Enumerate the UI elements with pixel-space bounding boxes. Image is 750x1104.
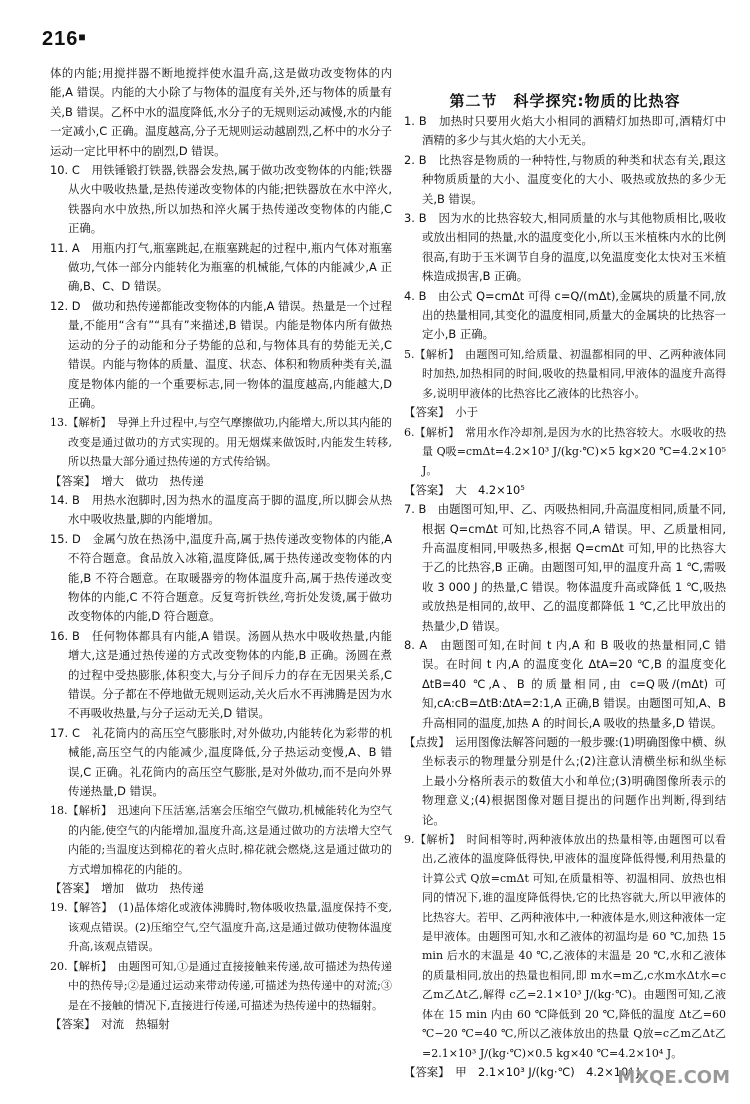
question-item: 17. C 礼花筒内的高压空气膨胀时,对外做功,内能转化为彩带的机械能,高压空气的内能减少,温度降低,分子热运动变慢,A、B 错误,C 正确。礼花筒内的高压空气膨胀,是对外做功,而不是向外界传递热量,D 错误。 xyxy=(50,725,392,799)
answer-line: 【答案】 增加 做功 热传递 xyxy=(50,881,204,896)
question-item: 14. B 用热水泡脚时,因为热水的温度高于脚的温度,所以脚会从热水中吸收热量,脚的内能增加。 xyxy=(50,492,392,527)
answer-line: 【答案】 增大 做功 热传递 xyxy=(50,473,204,488)
question-item: 15. D 金属勺放在热汤中,温度升高,属于热传递改变物体的内能,A 不符合题意。食品放入冰箱,温度降低,属于热传递改变物体的内能,B 不符合题意。在取暖器旁的物体温度升高,属于热传递改变物体的内能,C 不符合题意。反复弯折铁丝,弯折处发烫,属于做功改变物体的内能,D 符合题意。 xyxy=(50,531,392,624)
question-item: 10. C 用铁锤锻打铁器,铁器会发热,属于做功改变物体的内能;铁器从火中吸收热量,是热传递改变物体的内能;把铁器放在水中淬火,铁器向水中放热,所以加热和淬火属于热传递改变物体的内能,C 正确。 xyxy=(50,163,392,236)
watermark: MXQE.COM xyxy=(617,1067,730,1088)
question-item: 19.【解答】 (1)晶体熔化或液体沸腾时,物体吸收热量,温度保持不变,该观点错误。(2)压缩空气,空气温度升高,这是通过做功使物体温度升高,该观点错误。 xyxy=(50,901,392,954)
question-item: 5.【解析】 由题图可知,给质量、初温都相同的甲、乙两种液体同时加热,加热相同的时间,吸收的热量相同,甲液体的温度升高得多,说明甲液体的比热容比乙液体的比热容小。 xyxy=(404,347,726,400)
question-item: 7. B 由题图可知,甲、乙、丙吸热相同,升高温度相同,质量不同,根据 Q=cmΔt 可知,比热容不同,A 错误。甲、乙质量相同,升高温度相同,甲吸热多,根据 Q=cmΔt 可知,甲的比热容大于乙的比热容,B 正确。由题图可知,甲的温度升高 1 ℃,需吸收 3 000 J 的热量,C 错误。物体温度升高或降低 1 ℃,吸热或放热是相同的,故甲、乙的温度都降低 1 ℃,乙比甲放出的热量少,D 错误。 xyxy=(404,502,726,633)
question-item: 12. D 做功和热传递都能改变物体的内能,A 错误。热量是一个过程量,不能用“含有”“具有”来描述,B 错误。内能是物体内所有做热运动的分子的动能和分子势能的总和,与物体具有的势能无关,C 错误。内能与物体的质量、温度、状态、体积和物质种类有关,温度是物体内能的一个重要标志,同一物体的温度越高,内能越大,D 正确。 xyxy=(50,298,392,410)
question-item: 20.【解析】 由题图可知,①是通过直接接触来传递,故可描述为热传递中的热传导;②是通过运动来带动传递,可描述为热传递中的对流;③是在不接触的情况下,直接进行传递,可描述为热传递中的热辐射。 xyxy=(50,959,392,1012)
answer-line: 【答案】 大 4.2×10⁵ xyxy=(404,482,525,497)
question-item: 11. A 用瓶内打气,瓶塞跳起,在瓶塞跳起的过程中,瓶内气体对瓶塞做功,气体一部分内能转化为瓶塞的机械能,气体的内能减少,A 正确,B、C、D 错误。 xyxy=(50,240,392,294)
tip-paragraph: 【点拨】 运用图像法解答问题的一般步骤:(1)明确图像中横、纵坐标表示的物理量分别是什么;(2)注意认清横坐标和纵坐标上最小分格所表示的数值大小和单位;(3)明确图像所表示的物理意义;(4)根据图像对题目提出的问题作出判断,得到结论。 xyxy=(404,735,726,827)
section-title: 第二节 科学探究:物质的比热容 xyxy=(449,92,681,110)
question-item: 16. B 任何物体都具有内能,A 错误。汤圆从热水中吸收热量,内能增大,这是通过热传递的方式改变物体的内能,B 正确。汤圆在煮的过程中受热膨胀,体积变大,与分子间斥力的存在无因果关系,C 错误。分子都在不停地做无规则运动,关火后水不再沸腾是因为水不再吸收热量,与分子运动无关,D 错误。 xyxy=(50,628,392,721)
answer-line: 【答案】 甲 2.1×10³ J/(kg·℃) 4.2×10⁴ J xyxy=(404,1064,640,1079)
question-item: 2. B 比热容是物质的一种特性,与物质的种类和状态有关,跟这种物质质量的大小、温度变化的大小、吸热或放热的多少无关,B 错误。 xyxy=(404,152,726,206)
right-column xyxy=(404,112,726,1082)
question-item: 3. B 因为水的比热容较大,相同质量的水与其他物质相比,吸收或放出相同的热量,水的温度变化小,所以玉米植株内水的比例很高,有助于玉米调节自身的温度,以免温度变化太快对玉米植株造成损害,B 正确。 xyxy=(404,211,726,284)
question-item: 9.【解析】 时间相等时,两种液体放出的热量相等,由题图可以看出,乙液体的温度降低得快,甲液体的温度降低得慢,利用热量的计算公式 Q放=cmΔt 可知,在质量相等、初温相同、放热也相同的情况下,谁的温度降低得快,它的比热容就大,所以甲液体的比热容大。若甲、乙两种液体中,一种液体是水,则这种液体一定是甲液体。由题图可知,水和乙液体的初温均是 60 ℃,加热 15 min 后水的末温是 40 ℃,乙液体的末温是 20 ℃,水和乙液体的质量相同,放出的热量也相同,即 m水=m乙,c水m水Δt水=c乙m乙Δt乙,解得 c乙=2.1×10³ J/(kg·℃)。由题图可知,乙液体在 15 min 内由 60 ℃降低到 20 ℃,降低的温度 Δt乙=60 ℃−20 ℃=40 ℃,所以乙液体放出的热量 Q放=c乙m乙Δt乙=2.1×10³ J/(kg·℃)×0.5 kg×40 ℃=4.2×10⁴ J。 xyxy=(404,833,726,1060)
question-item: 1. B 加热时只要用火焰大小相同的酒精灯加热即可,酒精灯中酒精的多少与其火焰的大小无关。 xyxy=(404,114,726,148)
answer-line: 【答案】 小于 xyxy=(404,405,479,420)
question-item: 18.【解析】 迅速向下压活塞,活塞会压缩空气做功,机械能转化为空气的内能,使空气的内能增加,温度升高,这是通过做功的方法增大空气内能的;当温度达到棉花的着火点时,棉花就会燃烧,这是通过做功的方式增加棉花的内能的。 xyxy=(50,804,392,876)
page-number: 216■ xyxy=(42,28,87,50)
question-item: 4. B 由公式 Q=cmΔt 可得 c=Q/(mΔt),金属块的质量不同,放出的热量相同,其变化的温度相同,质量大的金属块的比热容一定小,B 正确。 xyxy=(404,288,726,342)
question-item: 13.【解析】 导弹上升过程中,与空气摩擦做功,内能增大,所以其内能的改变是通过做功的方式实现的。用无烟煤来做饭时,内能发生转移,所以热量大部分通过热传递的方式传给锅。 xyxy=(50,416,392,469)
paragraph: 体的内能;用搅拌器不断地搅拌使水温升高,这是做功改变物体的内能,A 错误。内能的大小除了与物体的温度有关外,还与物体的质量有关,B 错误。乙杯中水的温度降低,水分子的无规则运动减慢,水的内能一定减小,C 正确。温度越高,分子无规则运动越剧烈,乙杯中的水分子运动一定比甲杯中的剧烈,D 错误。 xyxy=(50,66,392,158)
question-item: 8. A 由题图可知,在时间 t 内,A 和 B 吸收的热量相同,C 错误。在时间 t 内,A 的温度变化 ΔtA=20 ℃,B 的温度变化 ΔtB=40 ℃,A、B 的质量相同,由 c=Q吸/(mΔt) 可知,cA:cB=ΔtB:ΔtA=2:1,A 正确,B 错误。由题图可知,A、B 升高相同的温度,加热 A 的时间长,A 吸收的热量多,D 错误。 xyxy=(404,637,726,730)
question-item: 6.【解析】 常用水作冷却剂,是因为水的比热容较大。水吸收的热量 Q吸=cmΔt=4.2×10³ J/(kg·℃)×5 kg×20 ℃=4.2×10⁵ J。 xyxy=(404,425,726,478)
left-column xyxy=(50,64,392,1034)
answer-line: 【答案】 对流 热辐射 xyxy=(50,1016,170,1031)
